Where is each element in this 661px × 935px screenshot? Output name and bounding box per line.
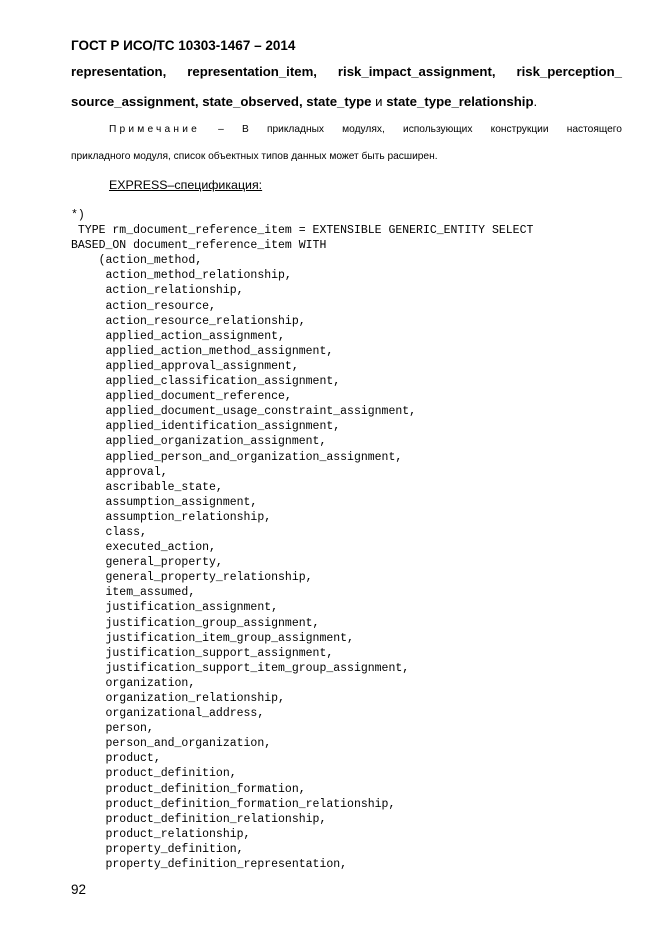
code-line: action_method_relationship, <box>71 269 292 283</box>
code-line: applied_organization_assignment, <box>71 435 327 449</box>
note-line-2: прикладного модуля, список объектных типов данных может быть расширен. <box>71 151 438 162</box>
note-line-1 <box>109 124 622 135</box>
code-line: applied_document_usage_constraint_assignment, <box>71 405 417 419</box>
code-line: justification_item_group_assignment, <box>71 631 354 645</box>
intro-conjunction: и <box>371 94 387 109</box>
note-word: использующих <box>403 124 473 135</box>
code-line: action_resource_relationship, <box>71 314 306 328</box>
note-word: прикладных <box>266 124 324 135</box>
code-line: item_assumed, <box>71 586 196 600</box>
code-line: product_relationship, <box>71 827 251 841</box>
code-line: organizational_address, <box>71 707 265 721</box>
code-line: applied_action_method_assignment, <box>71 344 334 358</box>
code-line: assumption_relationship, <box>71 510 272 524</box>
intro-line-1 <box>71 64 622 79</box>
code-line: product, <box>71 752 161 766</box>
note-word: модулях, <box>342 124 385 135</box>
code-line: assumption_assignment, <box>71 495 258 509</box>
code-line: organization_relationship, <box>71 692 285 705</box>
note-word: конструкции <box>490 124 549 135</box>
note-dash: – <box>218 124 224 135</box>
code-line: person_and_organization, <box>71 737 272 751</box>
note-label: Примечание <box>109 124 200 135</box>
intro-term-last: state_type_relationship <box>386 94 534 109</box>
code-line: applied_action_assignment, <box>71 329 285 343</box>
code-line: property_definition_representation, <box>71 858 348 872</box>
code-line: product_definition_formation_relationship, <box>71 797 396 811</box>
code-line: general_property, <box>71 556 223 570</box>
code-line: ascribable_state, <box>71 480 223 494</box>
code-line: applied_approval_assignment, <box>71 359 299 373</box>
code-line: justification_group_assignment, <box>71 616 320 630</box>
code-line: person, <box>71 722 154 736</box>
intro-term: risk_perception_ <box>516 64 622 79</box>
page-number: 92 <box>71 882 87 897</box>
code-line: applied_identification_assignment, <box>71 420 341 434</box>
code-line: justification_assignment, <box>71 601 279 615</box>
code-line: property_definition, <box>71 842 244 856</box>
intro-term: risk_impact_assignment, <box>337 64 496 79</box>
code-line: product_definition_formation, <box>71 782 306 796</box>
code-line: BASED_ON document_reference_item WITH <box>71 239 327 253</box>
code-line: justification_support_assignment, <box>71 646 334 660</box>
express-heading: EXPRESS–спецификация: <box>109 178 263 192</box>
code-line: organization, <box>71 676 196 690</box>
document-header: ГОСТ Р ИСО/ТС 10303-1467 – 2014 <box>71 38 296 53</box>
code-line: general_property_relationship, <box>71 571 313 585</box>
code-line: product_definition, <box>71 767 237 781</box>
express-code-block <box>71 208 533 872</box>
intro-terms: source_assignment, state_observed, state_type <box>71 94 372 109</box>
code-line: action_resource, <box>71 299 216 313</box>
note-word: В <box>241 124 249 135</box>
code-line: applied_classification_assignment, <box>71 375 341 389</box>
code-line: product_definition_relationship, <box>71 812 327 826</box>
note-word: настоящего <box>566 124 622 135</box>
intro-term: representation_item, <box>187 64 317 79</box>
code-line: class, <box>71 525 147 539</box>
code-line: executed_action, <box>71 541 216 555</box>
code-line: approval, <box>71 465 168 479</box>
code-line: (action_method, <box>71 254 203 268</box>
code-line: *) <box>71 209 85 222</box>
code-line: applied_document_reference, <box>71 390 292 404</box>
code-line: action_relationship, <box>71 284 244 298</box>
code-line: justification_support_item_group_assignment, <box>71 661 410 675</box>
code-line: TYPE rm_document_reference_item = EXTENSIBLE GENERIC_ENTITY SELECT <box>71 224 534 238</box>
intro-line-2 <box>71 94 537 109</box>
intro-period: . <box>533 94 538 109</box>
code-line: applied_person_and_organization_assignment, <box>71 450 403 464</box>
intro-term: representation, <box>71 64 167 79</box>
